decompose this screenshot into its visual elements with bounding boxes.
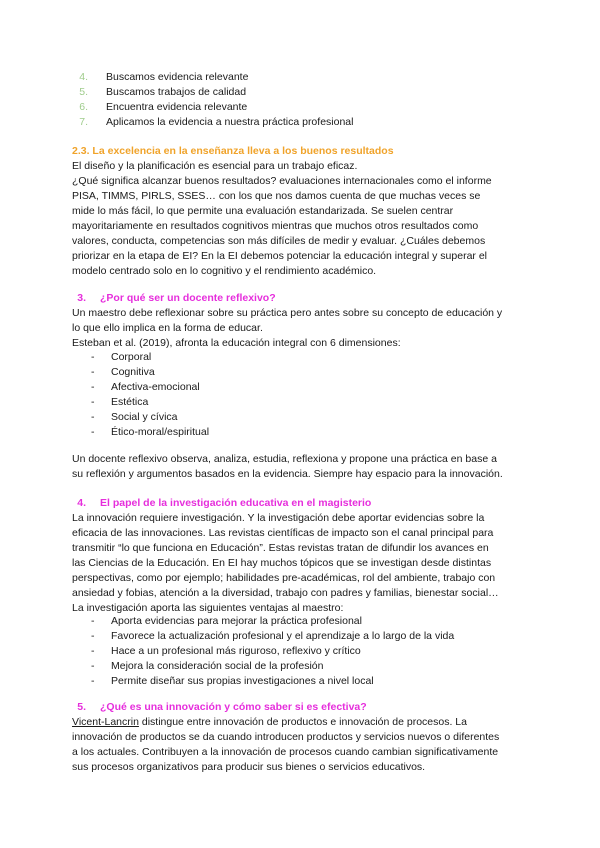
- section-number: 4.: [77, 497, 86, 509]
- paragraph-line: Un maestro debe reflexionar sobre su práctica pero antes sobre su concepto de educación y: [72, 307, 503, 319]
- paragraph-line: Un docente reflexivo observa, analiza, estudia, reflexiona y propone una práctica en base a: [72, 453, 497, 465]
- dimensions-list: [72, 350, 209, 440]
- section-3-body: [72, 306, 542, 351]
- paragraph-text: distingue entre innovación de productos e innovación de procesos. La: [138, 716, 467, 728]
- section-5-body: [72, 715, 542, 775]
- list-item: [0, 100, 600, 115]
- list-item: [0, 115, 600, 130]
- paragraph-line: perspectivas, como por ejemplo; habilidades pre-académicas, rol del ambiente, trabajo con: [72, 572, 496, 584]
- section-heading: El papel de la investigación educativa en el magisterio: [100, 497, 372, 509]
- paragraph-line: modelo centrado solo en lo cognitivo y el rendimiento académico.: [72, 265, 377, 277]
- dash-bullet: -: [91, 411, 95, 423]
- paragraph-line: PISA, TIMMS, PIRLS, SSES… con los que nos damos cuenta de que muchas veces se: [72, 190, 481, 202]
- list-item: [72, 365, 209, 380]
- list-item: [0, 85, 600, 100]
- advantages-list: [72, 614, 454, 689]
- paragraph-line: [72, 715, 542, 730]
- section-4-body: [72, 511, 542, 616]
- list-item: [72, 395, 209, 410]
- paragraph-line: El diseño y la planificación es esencial para un trabajo eficaz.: [72, 160, 358, 172]
- paragraph-line: lo que ello implica en la forma de educar.: [72, 322, 263, 334]
- dash-bullet: -: [91, 366, 95, 378]
- dash-bullet: -: [91, 645, 95, 657]
- dash-bullet: -: [91, 381, 95, 393]
- section-heading: ¿Por qué ser un docente reflexivo?: [100, 292, 276, 304]
- author-link[interactable]: Vicent-Lancrin: [72, 716, 139, 728]
- dash-bullet: -: [91, 396, 95, 408]
- list-text: Buscamos trabajos de calidad: [106, 86, 247, 98]
- list-text: Buscamos evidencia relevante: [106, 71, 249, 83]
- list-number: 6.: [79, 101, 88, 113]
- section-heading: 2.3. La excelencia en la enseñanza lleva a los buenos resultados: [72, 145, 394, 157]
- paragraph-line: transmitir “lo que funciona en Educación”. Estas revistas tratan de difundir los avances en: [72, 542, 489, 554]
- numbered-list: [0, 70, 600, 130]
- paragraph-line: mayoritariamente en resultados cognitivos mientras que muchos otros resultados como: [72, 220, 479, 232]
- section-5-heading: [0, 700, 600, 715]
- list-text: Corporal: [111, 351, 152, 363]
- dash-bullet: -: [91, 660, 95, 672]
- list-item: [72, 614, 454, 629]
- paragraph-line: ¿Qué significa alcanzar buenos resultados? evaluaciones internacionales como el informe: [72, 175, 492, 187]
- section-3-closing: [72, 452, 542, 482]
- dash-bullet: -: [91, 630, 95, 642]
- list-item: [72, 425, 209, 440]
- list-text: Favorece la actualización profesional y el aprendizaje a lo largo de la vida: [111, 630, 455, 642]
- list-text: Social y cívica: [111, 411, 178, 423]
- list-text: Encuentra evidencia relevante: [106, 101, 248, 113]
- dash-bullet: -: [91, 426, 95, 438]
- paragraph-line: Esteban et al. (2019), afronta la educación integral con 6 dimensiones:: [72, 337, 401, 349]
- list-number: 5.: [79, 86, 88, 98]
- list-number: 7.: [79, 116, 88, 128]
- section-number: 5.: [77, 701, 86, 713]
- list-item: [72, 659, 454, 674]
- section-4-heading: [0, 496, 600, 511]
- list-item: [0, 70, 600, 85]
- list-text: Afectiva-emocional: [111, 381, 200, 393]
- list-item: [72, 629, 454, 644]
- list-text: Aplicamos la evidencia a nuestra práctica profesional: [106, 116, 354, 128]
- list-text: Mejora la consideración social de la profesión: [111, 660, 324, 672]
- paragraph-line: sus procesos organizativos para producir sus bienes o servicios educativos.: [72, 761, 426, 773]
- section-number: 3.: [77, 292, 86, 304]
- dash-bullet: -: [91, 615, 95, 627]
- list-text: Aporta evidencias para mejorar la práctica profesional: [111, 615, 362, 627]
- section-3-heading: [0, 291, 600, 306]
- list-number: 4.: [79, 71, 88, 83]
- paragraph-line: mide lo más fácil, lo que permite una evaluación estandarizada. Se suelen centrar: [72, 205, 454, 217]
- list-text: Permite diseñar sus propias investigaciones a nivel local: [111, 675, 374, 687]
- paragraph-line: innovación de productos se da cuando introducen productos y servicios nuevos o diferentes: [72, 731, 500, 743]
- section-2-3: [72, 144, 542, 279]
- paragraph-line: La investigación aporta las siguientes ventajas al maestro:: [72, 602, 344, 614]
- paragraph-line: valores, conducta, competencias son más difíciles de medir y evaluar. ¿Cuáles debemos: [72, 235, 486, 247]
- list-item: [72, 380, 209, 395]
- list-item: [72, 350, 209, 365]
- paragraph-line: ansiedad y fobias, atención a la diversidad, trabajo con padres y familias, bienestar social…: [72, 587, 499, 599]
- paragraph-line: las Ciencias de la Educación. En EI hay muchos tópicos que se investigan desde distintas: [72, 557, 492, 569]
- list-text: Hace a un profesional más riguroso, reflexivo y crítico: [111, 645, 361, 657]
- section-heading: ¿Qué es una innovación y cómo saber si es efectiva?: [100, 701, 367, 713]
- list-text: Cognitiva: [111, 366, 155, 378]
- paragraph-line: eficacia de las innovaciones. Las revistas científicas de impacto son el canal principal para: [72, 527, 494, 539]
- dash-bullet: -: [91, 351, 95, 363]
- paragraph-line: priorizar en la etapa de EI? En la EI debemos potenciar la educación integral y superar el: [72, 250, 487, 262]
- list-text: Estética: [111, 396, 149, 408]
- list-item: [72, 410, 209, 425]
- paragraph-line: La innovación requiere investigación. Y la investigación debe aportar evidencias sobre la: [72, 512, 485, 524]
- paragraph-line: a los actuales. Contribuyen a la innovación de procesos cuando cambian significativamente: [72, 746, 499, 758]
- list-item: [72, 644, 454, 659]
- dash-bullet: -: [91, 675, 95, 687]
- list-text: Ético-moral/espiritual: [111, 426, 210, 438]
- paragraph-line: su reflexión y argumentos basados en la evidencia. Siempre hay espacio para la innovación.: [72, 468, 503, 480]
- list-item: [72, 674, 454, 689]
